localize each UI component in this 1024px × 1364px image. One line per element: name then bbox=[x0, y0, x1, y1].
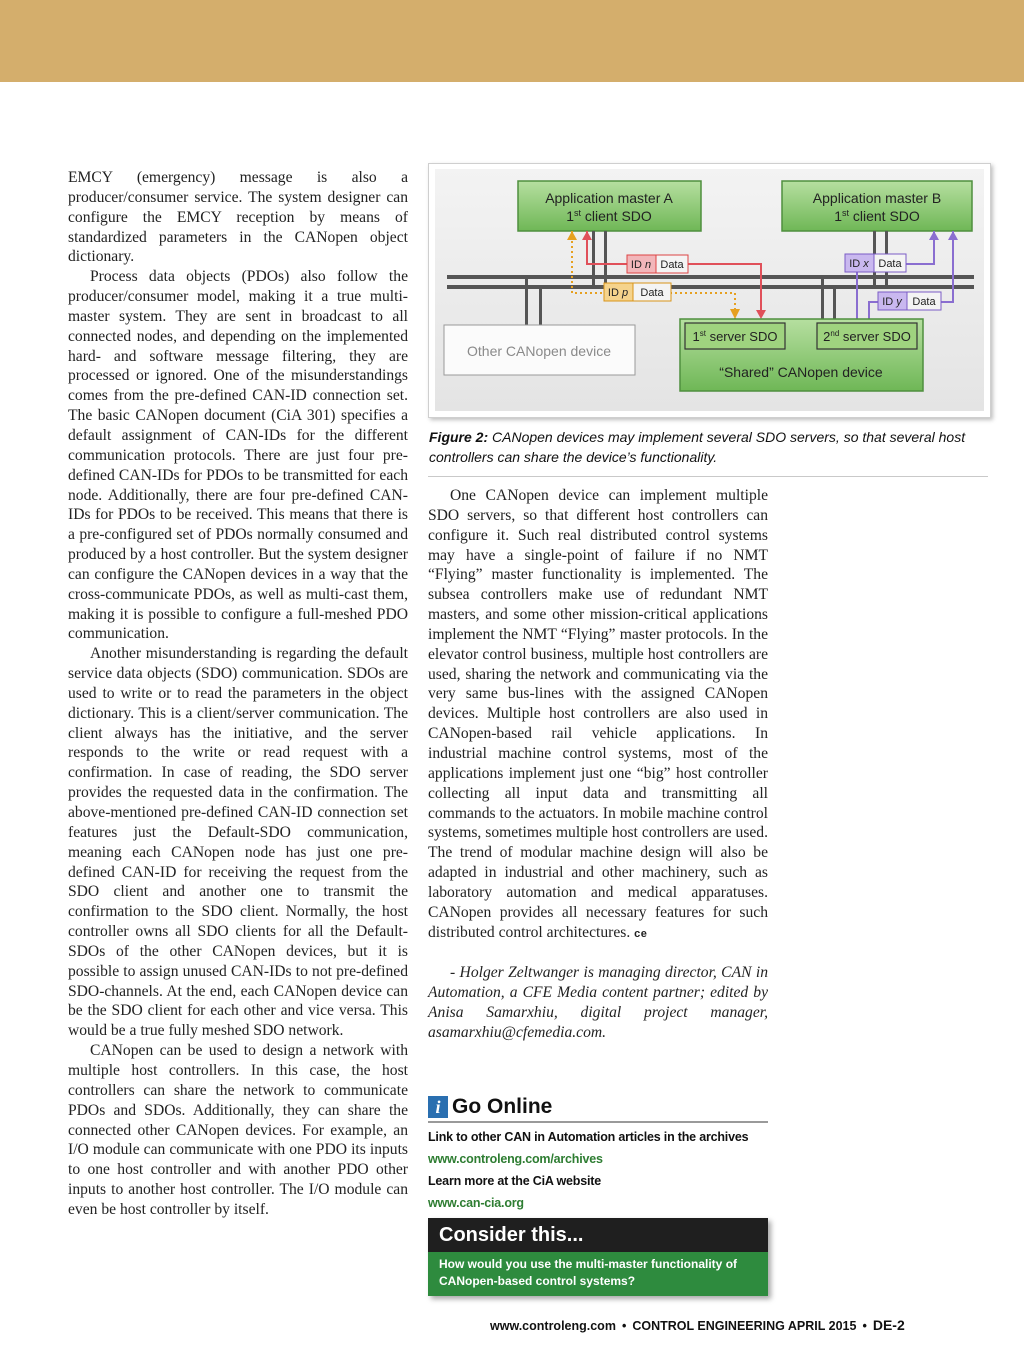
paragraph-text: One CANopen device can implement multiple SDO servers, so that different host controllers can configure it. Such real distributed control systems may have a single-point of failure if no NMT “Flying” master functionality is implemented. The subsea controllers make use of redundant NMT masters, and some other mission-critical applications implement the NMT “Flying” master protocols. In the elevator control business, multiple host controllers are used, sharing the network and communicating via the very same bus-lines with the assigned CANopen devices. Multiple host controllers are also used in CANopen-based rail vehicle applications. In industrial machine control systems, most of the applications implement just one “big” host controller collecting all input data and transmitting all commands to the actuators. In mobile machine control systems, sometimes multiple host controllers are used. The trend of modular machine design will also be adapted in industrial and other machinery, such as laboratory automation and medical apparatuses. CANopen provides all necessary features for such distributed control architectures. bbox=[428, 487, 768, 941]
frame-n-id-label: ID n bbox=[630, 259, 652, 271]
footer-bullet-1: • bbox=[621, 1319, 627, 1333]
frame-y-data-label: Data bbox=[912, 296, 936, 308]
frame-p-id-label: ID p bbox=[607, 287, 629, 299]
page-footer bbox=[490, 1317, 970, 1333]
bus-stub-other-1 bbox=[525, 275, 528, 325]
top-color-band bbox=[0, 0, 1024, 82]
app-master-b-title: Application master B bbox=[812, 190, 942, 206]
other-canopen-device-label: Other CANopen device bbox=[467, 343, 611, 359]
bus-stub-master-a-2 bbox=[604, 231, 607, 289]
consider-this-question: How would you use the multi-master functionality of CANopen-based control systems? bbox=[428, 1252, 768, 1296]
frame-p-data-label: Data bbox=[640, 287, 664, 299]
paragraph-pdo: Process data objects (PDOs) also follow the producer/consumer model, making it a true multi-master system. They are sent in broadcast to all connected nodes, and depending on the implemented hard- and software message filtering, they are processed or ignored. One of the misunderstandings comes from the pre-defined CAN-ID connection set. The basic CANopen document (CiA 301) specifies a default assignment of CAN-IDs for the different communication protocols. There are just four pre-defined CAN-IDs for PDOs to be transmitted for each node. Additionally, there are four pre-defined CAN-IDs for PDOs to be received. This means that there is a pre-configured set of PDOs normally consumed and produced by a host controller. But the system designer can configure the CANopen devices in a way that the cross-communicate PDOs, as well as multi-cast them, making it is possible to configure a full-meshed PDO communication. bbox=[68, 268, 408, 643]
footer-bullet-2: • bbox=[862, 1319, 867, 1333]
ce-end-mark: ce bbox=[634, 927, 648, 940]
frame-y-id-label: ID y bbox=[882, 296, 902, 308]
frame-x-data-label: Data bbox=[878, 258, 902, 270]
author-byline: - Holger Zeltwanger is managing director, CAN in Automation, a CFE Media content partner; edited by Anisa Samarxhiu, digital project manager, asamarxhiu@cfemedia.com. bbox=[428, 964, 768, 1041]
canopen-diagram-svg bbox=[429, 164, 990, 417]
go-online-box bbox=[428, 1094, 768, 1211]
app-master-a-title: Application master A bbox=[545, 190, 673, 206]
figure-caption bbox=[429, 427, 995, 467]
frame-x-id-label: ID x bbox=[849, 258, 869, 270]
info-icon: i bbox=[428, 1096, 448, 1118]
consider-this-box bbox=[428, 1218, 768, 1296]
frame-n-data-label: Data bbox=[660, 259, 684, 271]
caption-divider bbox=[428, 476, 988, 477]
bus-stub-shared-2 bbox=[833, 285, 836, 321]
footer-site[interactable]: www.controleng.com bbox=[490, 1319, 616, 1333]
article-left-column bbox=[68, 168, 408, 1220]
figure-2-diagram bbox=[428, 163, 991, 418]
app-master-a-sdo: 1st client SDO bbox=[566, 208, 652, 224]
app-master-b-sdo: 1st client SDO bbox=[834, 208, 920, 224]
bus-stub-other-2 bbox=[539, 285, 542, 325]
paragraph-sdo: Another misunderstanding is regarding the default service data objects (SDO) communication. SDOs are used to write or to read the parameters in the object dictionary. This is a client/server communication. The client always has the initiative, and the server responds to the write or read request with a confirmation. In case of reading, the SDO server provides the requested data in the confirmation. The above-mentioned pre-defined CAN-ID connection set features just the Default-SDO communication, meaning each CANopen node has just one pre-defined CAN-ID for receiving the request from the SDO client and another one to transmit the confirmation to the SDO client. Normally, the host controller owns all SDO clients for all the Default-SDOs of the other CANopen devices, but it is possible to assign unused CAN-IDs to not pre-defined SDO-channels. At the end, each CANopen device can be the SDO client for each other and vice versa. This would be a true fully meshed SDO network. bbox=[68, 645, 408, 1040]
server-sdo-2-label: 2nd server SDO bbox=[823, 329, 911, 344]
article-right-column bbox=[428, 486, 768, 1043]
caption-text: CANopen devices may implement several SDO servers, so that several host controllers can share the device’s functionality. bbox=[429, 429, 966, 465]
page-number: DE-2 bbox=[872, 1317, 905, 1333]
paragraph-multi-host: CANopen can be used to design a network with multiple host controllers. In this case, the host controllers can share the network to communicate PDOs and SDOs. Additionally, they can share the connected other CANopen devices. For example, an I/O module can communicate with one PDO its inputs to one host controller and with another PDO other inputs to another host controller. The I/O module can even be host controller by itself. bbox=[68, 1042, 408, 1218]
consider-this-title: Consider this... bbox=[428, 1218, 768, 1252]
bus-stub-master-a-1 bbox=[592, 231, 595, 289]
footer-magazine: CONTROL ENGINEERING APRIL 2015 bbox=[632, 1319, 857, 1333]
archives-link[interactable]: www.controleng.com/archives bbox=[428, 1152, 603, 1166]
archives-description: Link to other CAN in Automation articles in the archives bbox=[428, 1130, 749, 1144]
go-online-title: Go Online bbox=[452, 1095, 553, 1118]
bus-stub-shared-1 bbox=[821, 275, 824, 321]
cia-description: Learn more at the CiA website bbox=[428, 1174, 601, 1188]
go-online-header bbox=[428, 1094, 768, 1123]
shared-canopen-device-label: “Shared” CANopen device bbox=[719, 364, 883, 380]
server-sdo-1-label: 1st server SDO bbox=[692, 329, 778, 344]
paragraph-multiple-sdo-servers bbox=[428, 486, 768, 944]
caption-label: Figure 2: bbox=[429, 429, 489, 445]
paragraph-emcy: EMCY (emergency) message is also a producer/consumer service. The system designer can configure the EMCY reception by means of standardized parameters in the CANopen object dictionary. bbox=[68, 169, 408, 266]
cia-link[interactable]: www.can-cia.org bbox=[428, 1196, 524, 1210]
